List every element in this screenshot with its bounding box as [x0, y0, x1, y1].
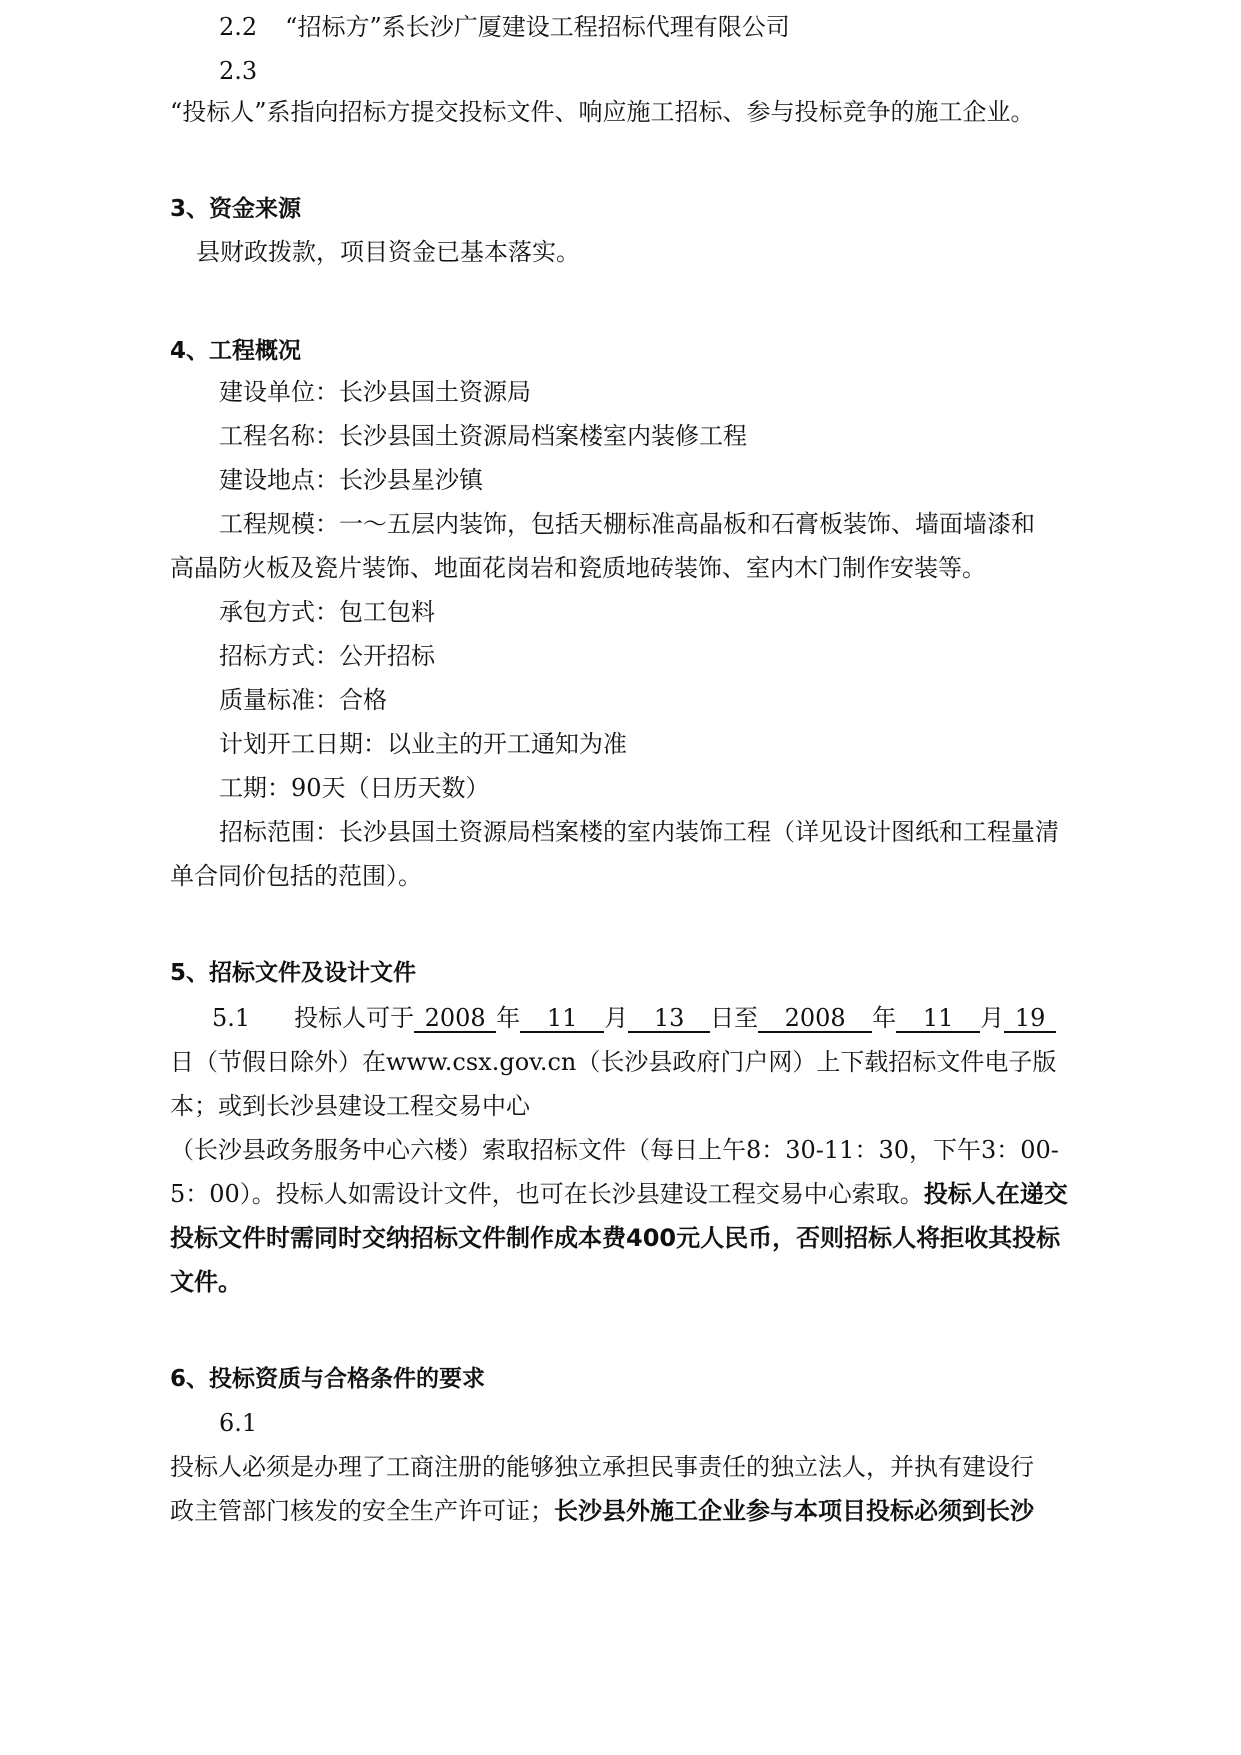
clause-2-2: [219, 12, 1149, 42]
clause-2-3-number: 2.3: [219, 57, 258, 85]
end-year: 2008: [758, 1005, 872, 1033]
documents-line: 本；或到长沙县建设工程交易中心: [170, 1092, 530, 1120]
overview-line: 承包方式：包工包料: [219, 598, 435, 626]
overview-line: 建设单位：长沙县国土资源局: [219, 378, 531, 406]
unit-text: 年: [496, 1004, 521, 1032]
clause-text: 投标人可于: [294, 1004, 415, 1032]
overview-line: 高晶防火板及瓷片装饰、地面花岗岩和瓷质地砖装饰、室内木门制作安装等。: [170, 554, 986, 582]
clause-number: 2.2: [219, 13, 258, 41]
clause-text: “招标方”系长沙广厦建设工程招标代理有限公司: [285, 13, 790, 41]
documents-line: [170, 1179, 1100, 1209]
documents-line: 日（节假日除外）在www.csx.gov.cn（长沙县政府门户网）上下载招标文件电子版: [170, 1048, 1057, 1076]
unit-text: 月: [980, 1004, 1005, 1032]
overview-line: 质量标准：合格: [219, 686, 387, 714]
documents-text: 5：00）。投标人如需设计文件，也可在长沙县建设工程交易中心索取。: [170, 1180, 924, 1208]
section-heading-qualification: 6、投标资质与合格条件的要求: [170, 1366, 486, 1392]
section-heading-funding: 3、资金来源: [170, 196, 302, 222]
overview-line: 单合同价包括的范围）。: [170, 862, 422, 890]
overview-line: 工程名称：长沙县国土资源局档案楼室内装修工程: [219, 422, 747, 450]
qualification-line: [170, 1496, 1100, 1526]
documents-line: （长沙县政务服务中心六楼）索取招标文件（每日上午8：30-11：30，下午3：00-: [170, 1136, 1059, 1164]
overview-line: 建设地点：长沙县星沙镇: [219, 466, 483, 494]
start-day: 13: [628, 1005, 710, 1033]
documents-bold-text: 投标人在递交: [923, 1180, 1068, 1208]
clause-6-1-number: 6.1: [219, 1409, 258, 1437]
unit-text: 月: [604, 1004, 629, 1032]
documents-bold-line: 文件。: [170, 1268, 242, 1296]
clause-2-3-text: “投标人”系指向招标方提交投标文件、响应施工招标、参与投标竞争的施工企业。: [170, 98, 1035, 126]
qualification-text: 政主管部门核发的安全生产许可证；: [170, 1497, 554, 1525]
overview-line: 招标方式：公开招标: [219, 642, 435, 670]
section-heading-documents: 5、招标文件及设计文件: [170, 960, 417, 986]
section-heading-overview: 4、工程概况: [170, 338, 302, 364]
funding-text: 县财政拨款，项目资金已基本落实。: [196, 238, 580, 266]
end-day: 19: [1004, 1005, 1056, 1033]
clause-number: 5.1: [212, 1004, 251, 1032]
unit-text: 年: [872, 1004, 897, 1032]
overview-line: 计划开工日期：以业主的开工通知为准: [219, 730, 627, 758]
documents-bold-line: 投标文件时需同时交纳招标文件制作成本费400元人民币，否则招标人将拒收其投标: [170, 1224, 1061, 1252]
overview-line: 工期：90天（日历天数）: [219, 774, 490, 802]
overview-line: 招标范围：长沙县国土资源局档案楼的室内装饰工程（详见设计图纸和工程量清: [219, 818, 1059, 846]
start-month: 11: [520, 1005, 604, 1033]
qualification-line: 投标人必须是办理了工商注册的能够独立承担民事责任的独立法人，并执有建设行: [170, 1453, 1034, 1481]
overview-line: 工程规模：一～五层内装饰，包括天棚标准高晶板和石膏板装饰、墙面墙漆和: [219, 510, 1035, 538]
end-month: 11: [896, 1005, 980, 1033]
start-year: 2008: [414, 1005, 496, 1033]
clause-5-1: [212, 1003, 1142, 1033]
qualification-bold-text: 长沙县外施工企业参与本项目投标必须到长沙: [554, 1497, 1034, 1525]
unit-text: 日至: [710, 1004, 759, 1032]
